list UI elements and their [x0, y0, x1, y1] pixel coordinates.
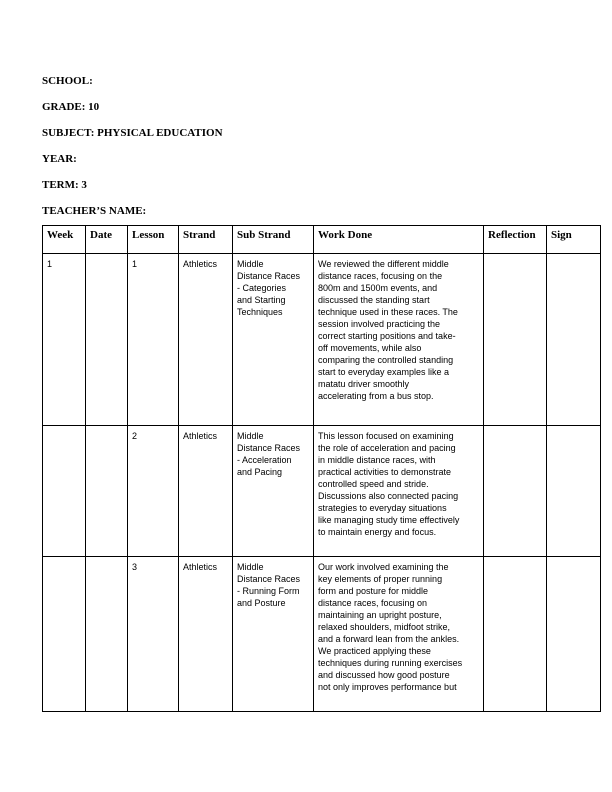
year-label: YEAR:	[42, 153, 77, 165]
reflection-cell	[484, 254, 547, 426]
work-done-line: technique used in these races. The	[318, 307, 458, 317]
table-row	[43, 426, 601, 557]
work-done-cell	[314, 254, 484, 426]
work-done-line: discussed the standing start	[318, 295, 430, 305]
work-done-line: We reviewed the different middle	[318, 259, 449, 269]
column-header-sign: Sign	[547, 226, 601, 254]
work-done-line: relaxed shoulders, midfoot strike,	[318, 622, 451, 632]
sub-strand-line: and Pacing	[237, 467, 283, 477]
sub-strand-line: and Starting	[237, 295, 286, 305]
work-done-line: and discussed how good posture	[318, 670, 450, 680]
work-done-line: correct starting positions and take-	[318, 331, 456, 341]
work-done-line: like managing study time effectively	[318, 515, 460, 525]
work-done-line: off movements, while also	[318, 343, 422, 353]
strand-cell: Athletics	[179, 557, 233, 712]
work-done-line: the role of acceleration and pacing	[318, 443, 456, 453]
sub-strand-line: Middle	[237, 431, 264, 441]
work-done-line: not only improves performance but	[318, 682, 457, 692]
work-done-line: form and posture for middle	[318, 586, 429, 596]
work-done-line: This lesson focused on examining	[318, 431, 454, 441]
work-done-line: accelerating from a bus stop.	[318, 391, 434, 401]
week-cell	[43, 426, 86, 557]
reflection-cell	[484, 426, 547, 557]
work-done-line: in middle distance races, with	[318, 455, 436, 465]
column-header-lesson: Lesson	[128, 226, 179, 254]
sign-cell	[547, 254, 601, 426]
sub-strand-line: - Running Form	[237, 586, 300, 596]
teacher-name-label: TEACHER’S NAME:	[42, 205, 147, 217]
work-done-line: distance races, focusing on the	[318, 271, 443, 281]
work-done-cell	[314, 426, 484, 557]
work-done-line: maintaining an upright posture,	[318, 610, 442, 620]
work-done-line: techniques during running exercises	[318, 658, 463, 668]
column-header-strand: Strand	[179, 226, 233, 254]
column-header-work-done: Work Done	[314, 226, 484, 254]
work-done-line: controlled speed and stride.	[318, 479, 429, 489]
week-cell	[43, 557, 86, 712]
date-cell	[86, 254, 128, 426]
column-header-reflection: Reflection	[484, 226, 547, 254]
work-done-line: strategies to everyday situations	[318, 503, 447, 513]
sub-strand-cell	[233, 557, 314, 712]
sub-strand-line: and Posture	[237, 598, 286, 608]
week-cell: 1	[43, 254, 86, 426]
school-label: SCHOOL:	[42, 75, 93, 87]
sign-cell	[547, 426, 601, 557]
work-done-line: We practiced applying these	[318, 646, 431, 656]
sub-strand-line: Middle	[237, 259, 264, 269]
column-header-week: Week	[43, 226, 86, 254]
sub-strand-line: Middle	[237, 562, 264, 572]
grade-label: GRADE: 10	[42, 101, 100, 113]
sub-strand-cell	[233, 426, 314, 557]
work-done-line: distance races, focusing on	[318, 598, 428, 608]
sub-strand-line: Distance Races	[237, 271, 301, 281]
work-done-line: and a forward lean from the ankles.	[318, 634, 460, 644]
table-row	[43, 254, 601, 426]
work-done-line: key elements of proper running	[318, 574, 443, 584]
sign-cell	[547, 557, 601, 712]
work-done-line: start to everyday examples like a	[318, 367, 450, 377]
work-done-line: session involved practicing the	[318, 319, 441, 329]
table-header-row	[43, 226, 601, 254]
lesson-cell: 2	[128, 426, 179, 557]
work-done-line: matatu driver smoothly	[318, 379, 410, 389]
date-cell	[86, 426, 128, 557]
lesson-record-table	[42, 225, 601, 712]
sub-strand-line: Distance Races	[237, 574, 301, 584]
work-done-line: Discussions also connected pacing	[318, 491, 459, 501]
work-done-cell	[314, 557, 484, 712]
subject-label: SUBJECT: PHYSICAL EDUCATION	[42, 127, 223, 139]
sub-strand-cell	[233, 254, 314, 426]
strand-cell: Athletics	[179, 426, 233, 557]
reflection-cell	[484, 557, 547, 712]
work-done-line: comparing the controlled standing	[318, 355, 454, 365]
lesson-cell: 3	[128, 557, 179, 712]
work-done-line: practical activities to demonstrate	[318, 467, 452, 477]
lesson-cell: 1	[128, 254, 179, 426]
column-header-sub-strand: Sub Strand	[233, 226, 314, 254]
work-done-line: 800m and 1500m events, and	[318, 283, 438, 293]
work-done-line: to maintain energy and focus.	[318, 527, 437, 537]
sub-strand-line: Techniques	[237, 307, 283, 317]
strand-cell: Athletics	[179, 254, 233, 426]
date-cell	[86, 557, 128, 712]
term-label: TERM: 3	[42, 179, 87, 191]
document-header	[42, 74, 223, 224]
work-done-line: Our work involved examining the	[318, 562, 449, 572]
column-header-date: Date	[86, 226, 128, 254]
table-row	[43, 557, 601, 712]
sub-strand-line: Distance Races	[237, 443, 301, 453]
sub-strand-line: - Acceleration	[237, 455, 292, 465]
sub-strand-line: - Categories	[237, 283, 287, 293]
